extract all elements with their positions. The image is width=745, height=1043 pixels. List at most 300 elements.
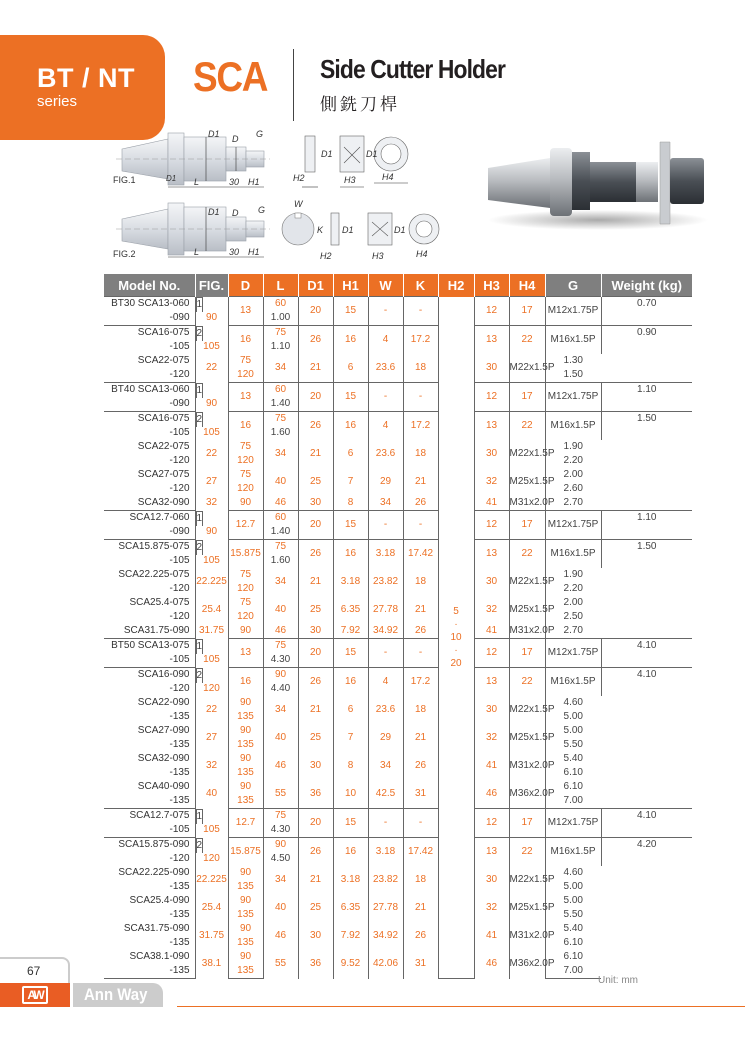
model-number: SCA25.4-075 [104,596,195,610]
cell-l: 75 [263,412,298,427]
cell-h4: 30 [474,696,509,724]
cell-d1: 34 [263,354,298,383]
cell-g: M22x1.5P [509,440,545,468]
cell-weight: 4.40 [263,682,298,696]
cell-l: 135 [228,964,263,979]
header-h1: H1 [333,274,368,297]
cell-d1: 34 [263,866,298,894]
cell-weight: 2.00 [545,596,601,610]
model-number: SCA15.875-075 [104,540,195,555]
cell-h4: 22 [509,326,545,355]
cell-g: M12x1.75P [545,297,601,326]
h2-value: 10 [450,631,462,643]
model-number: SCA32-090 [104,496,195,511]
cell-d1: 26 [298,540,333,569]
cell-h4: 41 [474,624,509,639]
cell-w: 3.18 [333,568,368,596]
cell-l: 90 [228,780,263,794]
cell-h3: 26 [403,922,438,950]
model-number: SCA16-075 [104,412,195,427]
cell-d: 31.75 [195,624,228,639]
cell-l: 105 [195,340,228,354]
cell-d: 40 [195,780,228,809]
model-number: SCA31.75-090 [104,922,195,936]
cell-weight: 1.00 [263,311,298,326]
cell-d1: 20 [298,809,333,838]
cell-k: - [403,383,438,412]
cell-h4: 32 [474,724,509,752]
cell-l: 90 [228,496,263,511]
header-d1: D1 [298,274,333,297]
cell-k: 23.6 [368,354,403,383]
cell-l: 75 [228,354,263,368]
table-row [104,809,692,824]
fig-number: 1 [196,298,203,310]
cell-k: - [403,297,438,326]
cell-h3: 31 [403,950,438,979]
model-number: BT30 SCA13-060 [104,297,195,312]
cell-w: 7 [333,468,368,496]
cell-weight: 2.70 [545,624,601,639]
cell-h1: 16 [333,412,368,441]
cell-d1: 34 [263,568,298,596]
cell-l: 120 [228,368,263,383]
table-row [104,440,692,454]
cell-g: M31x2.0P [509,496,545,511]
header-g: G [545,274,601,297]
cell-h1: 30 [298,752,333,780]
cell-l: 90 [228,894,263,908]
annway-logo-icon: AW [22,986,48,1004]
cell-h4: 32 [474,894,509,922]
cell-l: 105 [195,653,228,668]
cell-h4: 30 [474,568,509,596]
series-sub: series [37,93,78,110]
cell-k: 23.6 [368,696,403,724]
dim-label: D1 [321,149,333,159]
table-row [104,639,692,654]
cell-weight: 2.20 [545,454,601,468]
h2-value: 20 [450,657,462,669]
cell-d: 12.7 [228,809,263,838]
cell-h1: 16 [333,540,368,569]
cell-d1: 55 [263,950,298,979]
cell-weight: 5.50 [545,738,601,752]
dim-label: H4 [382,172,394,182]
cell-k: 23.82 [368,866,403,894]
cell-g: M25x1.5P [509,596,545,624]
cell-k: 34.92 [368,922,403,950]
cell-h4: 46 [474,780,509,809]
cell-weight: 4.10 [601,639,692,654]
cell-d1: 40 [263,596,298,624]
cell-h3: 13 [474,326,509,355]
dim-label: G [256,129,264,139]
dim-label: H3 [372,251,384,261]
cell-g: M16x1.5P [545,326,601,355]
dim-label: D1 [366,149,378,159]
cell-g: M22x1.5P [509,696,545,724]
cell-h3: 12 [474,511,509,540]
model-number: -090 [104,397,195,412]
cell-weight: 1.10 [601,511,692,526]
table-row [104,724,692,738]
cell-g: M12x1.75P [545,383,601,412]
cell-w: 6.35 [333,894,368,922]
cell-g: M12x1.75P [545,511,601,540]
cell-w: 6 [333,696,368,724]
model-number: SCA16-090 [104,668,195,683]
cell-l: 75 [263,326,298,341]
dim-label: G [258,205,266,215]
cell-l: 135 [228,738,263,752]
table-row [104,326,692,341]
model-number: -105 [104,426,195,440]
cell-h3: 26 [403,624,438,639]
cell-d1: 40 [263,724,298,752]
fig-number: 1 [196,512,203,524]
cell-w: 8 [333,496,368,511]
cell-h4: 22 [509,540,545,569]
cell-weight: 4.30 [263,653,298,668]
cell-k: 17.42 [403,540,438,569]
cell-l: 90 [228,866,263,880]
cell-k: 23.6 [368,440,403,468]
cell-w: 6 [333,354,368,383]
table-row [104,496,692,511]
cell-h1: 36 [298,780,333,809]
fig-number: 2 [196,327,203,339]
unit-note: Unit: mm [598,975,638,986]
cell-h4: 17 [509,809,545,838]
cell-l: 120 [228,454,263,468]
cell-g: M36x2.0P [509,780,545,809]
cell-d: 25.4 [195,894,228,922]
cell-k: 29 [368,724,403,752]
model-number: SCA22-075 [104,440,195,454]
cell-w: 4 [368,668,403,697]
model-number: -120 [104,454,195,468]
cell-d1: 26 [298,412,333,441]
cell-k: 17.42 [403,838,438,867]
cell-l: 135 [228,710,263,724]
cell-g: M12x1.75P [545,809,601,838]
cell-h4: 32 [474,596,509,624]
cell-weight: 5.40 [545,752,601,766]
cell-l: 75 [263,540,298,555]
cell-weight: 6.10 [545,936,601,950]
product-code: SCA [193,53,268,100]
fig-number: 1 [196,384,203,396]
model-number: SCA27-075 [104,468,195,482]
cell-d: 22 [195,696,228,724]
h2-value: 5 [453,605,459,617]
series-name: BT / NT [37,63,135,93]
header-l: L [263,274,298,297]
dim-label: H2 [293,173,305,183]
cell-h4: 30 [474,354,509,383]
cell-h1: 25 [298,468,333,496]
cell-d: 38.1 [195,950,228,979]
model-number: SCA22.225-075 [104,568,195,582]
cell-h1: 25 [298,894,333,922]
cell-l: 135 [228,794,263,809]
cell-h1: 25 [298,596,333,624]
model-number: -120 [104,482,195,496]
cell-h1: 21 [298,696,333,724]
cell-d: 27 [195,468,228,496]
cell-weight: 1.60 [263,554,298,568]
model-number: -120 [104,582,195,596]
cell-h4: 22 [509,412,545,441]
cell-g: M25x1.5P [509,724,545,752]
footer-rule [177,1006,745,1007]
dim-label: 30 [229,247,240,257]
model-number: -135 [104,710,195,724]
cell-h1: 30 [298,496,333,511]
model-number: SCA38.1-090 [104,950,195,964]
cell-l: 75 [228,468,263,482]
cell-weight: 1.40 [263,397,298,412]
cell-h1: 21 [298,440,333,468]
cell-w: - [368,511,403,540]
model-number: -135 [104,794,195,809]
cell-g: M36x2.0P [509,950,545,979]
cell-weight: 1.90 [545,568,601,582]
cell-l: 90 [228,724,263,738]
fig2-label: FIG.2 [113,249,136,259]
fig-number: 1 [196,810,203,822]
cell-k: 17.2 [403,412,438,441]
cell-h1: 15 [333,511,368,540]
dim-label: D [232,208,239,218]
model-number: -120 [104,368,195,383]
cell-g: M22x1.5P [509,866,545,894]
fig-number: 2 [196,413,203,425]
technical-drawing [108,125,458,270]
cell-h4: 17 [509,383,545,412]
dim-label: D1 [394,225,406,235]
dim-label: D1 [166,174,177,183]
cell-k: - [403,511,438,540]
cell-g: M16x1.5P [545,668,601,697]
dim-label: K [317,225,324,235]
cell-l: 75 [228,568,263,582]
cell-d1: 46 [263,752,298,780]
dim-label: D1 [208,129,220,139]
dim-label: D1 [342,225,354,235]
cell-l: 135 [228,936,263,950]
page-subtitle: 側銑刀桿 [320,95,400,114]
cell-h3: 18 [403,354,438,383]
cell-h1: 30 [298,922,333,950]
fig-number: 2 [196,669,203,681]
h2-value: · [454,618,458,630]
model-number: SCA25.4-090 [104,894,195,908]
header-k: K [403,274,438,297]
cell-weight: 4.60 [545,696,601,710]
table-row [104,696,692,710]
cell-h4: 46 [474,950,509,979]
cell-l: 120 [228,610,263,624]
model-number: -120 [104,852,195,866]
cell-h4: 17 [509,297,545,326]
cell-k: 23.82 [368,568,403,596]
cell-h3: 13 [474,412,509,441]
cell-l: 90 [263,838,298,853]
cell-d: 22 [195,354,228,383]
cell-weight: 2.60 [545,482,601,496]
cell-d1: 46 [263,922,298,950]
table-row [104,412,692,427]
cell-w: 3.18 [368,540,403,569]
model-number: -135 [104,880,195,894]
dim-label: H4 [416,249,428,259]
cell-d1: 40 [263,468,298,496]
cell-h4: 41 [474,752,509,780]
model-number: -120 [104,610,195,624]
cell-h1: 21 [298,866,333,894]
model-number: SCA31.75-090 [104,624,195,639]
cell-g: M16x1.5P [545,838,601,867]
cell-h3: 18 [403,696,438,724]
cell-k: - [403,639,438,668]
dim-label: H1 [248,177,260,187]
cell-d: 32 [195,752,228,780]
cell-l: 90 [228,624,263,639]
cell-h3: 31 [403,780,438,809]
dim-label: D [232,134,239,144]
cell-weight: 1.10 [263,340,298,354]
table-row [104,297,692,312]
model-number: SCA27-090 [104,724,195,738]
table-header-row [104,274,692,297]
cell-d: 13 [228,639,263,668]
cell-k: 27.78 [368,894,403,922]
cell-l: 90 [228,922,263,936]
model-number: SCA16-075 [104,326,195,341]
cell-weight: 5.50 [545,908,601,922]
model-number: SCA32-090 [104,752,195,766]
cell-h4: 41 [474,496,509,511]
cell-g: M31x2.0P [509,752,545,780]
cell-h1: 15 [333,383,368,412]
cell-weight: 4.50 [263,852,298,866]
cell-d: 13 [228,383,263,412]
cell-l: 105 [195,823,228,838]
model-number: BT40 SCA13-060 [104,383,195,398]
cell-w: - [368,297,403,326]
cell-weight: 2.70 [545,496,601,511]
cell-weight: 5.00 [545,710,601,724]
model-number: SCA22-075 [104,354,195,368]
cell-h3: 26 [403,496,438,511]
cell-g: M31x2.0P [509,624,545,639]
cell-g: M22x1.5P [509,354,545,383]
cell-l: 90 [228,752,263,766]
cell-k: 17.2 [403,326,438,355]
cell-d1: 34 [263,440,298,468]
cell-weight: 2.50 [545,610,601,624]
cell-weight: 5.00 [545,880,601,894]
model-number: -105 [104,554,195,568]
cell-d1: 20 [298,383,333,412]
cell-d1: 20 [298,639,333,668]
cell-l: 120 [228,482,263,496]
cell-weight: 7.00 [545,794,601,809]
cell-l: 135 [228,766,263,780]
model-number: -135 [104,964,195,979]
cell-weight: 0.90 [601,326,692,341]
cell-h1: 16 [333,838,368,867]
cell-d1: 20 [298,297,333,326]
cell-d: 12.7 [228,511,263,540]
fig-number: 2 [196,541,203,553]
cell-h3: 18 [403,568,438,596]
cell-h1: 25 [298,724,333,752]
cell-h3: 21 [403,596,438,624]
model-number: BT50 SCA13-075 [104,639,195,654]
cell-k: 34 [368,752,403,780]
cell-l: 75 [228,440,263,454]
spec-table [104,274,692,979]
header-weight: Weight (kg) [601,274,692,297]
cell-g: M16x1.5P [545,412,601,441]
cell-d1: 26 [298,838,333,867]
model-number: -105 [104,340,195,354]
cell-l: 105 [195,426,228,440]
cell-h4: 17 [509,639,545,668]
cell-d: 16 [228,326,263,355]
cell-w: 10 [333,780,368,809]
table-row [104,540,692,555]
table-row [104,780,692,794]
cell-h4: 41 [474,922,509,950]
cell-h1: 16 [333,668,368,697]
cell-h3: 13 [474,668,509,697]
cell-weight: 1.30 [545,354,601,368]
dim-label: H1 [248,247,260,257]
model-number: SCA22.225-090 [104,866,195,880]
cell-l: 75 [263,639,298,654]
cell-g: M25x1.5P [509,894,545,922]
fig-number: 2 [196,839,203,851]
cell-g: M25x1.5P [509,468,545,496]
dim-label: 30 [229,177,240,187]
cell-weight: 6.10 [545,766,601,780]
cell-w: 4 [368,412,403,441]
table-row [104,596,692,610]
cell-h4: 30 [474,440,509,468]
cell-l: 90 [263,668,298,683]
page-number: 67 [27,964,41,978]
cell-d: 22 [195,440,228,468]
model-number: SCA40-090 [104,780,195,794]
header-fig: FIG. [195,274,228,297]
model-number: -105 [104,823,195,838]
cell-l: 135 [228,880,263,894]
cell-d1: 55 [263,780,298,809]
model-number: SCA22-090 [104,696,195,710]
cell-h3: 12 [474,639,509,668]
fig1-label: FIG.1 [113,175,136,185]
cell-d: 31.75 [195,922,228,950]
model-number: -135 [104,908,195,922]
cell-d: 13 [228,297,263,326]
product-photo [478,128,718,233]
table-row [104,950,692,964]
cell-w: - [368,383,403,412]
